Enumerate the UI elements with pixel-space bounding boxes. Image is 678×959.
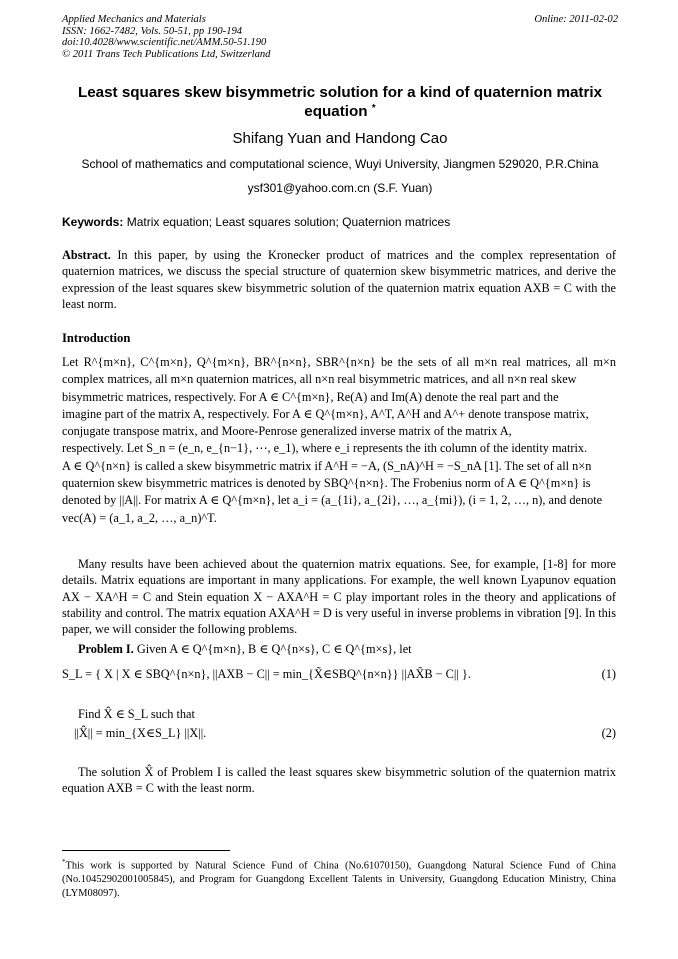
keywords bbox=[62, 215, 622, 229]
equation-2 bbox=[62, 726, 616, 741]
find-statement: Find X̂ ∈ S_L such that bbox=[78, 707, 195, 721]
equation-1 bbox=[62, 667, 616, 682]
intro-line: conjugate transpose matrix, and Moore-Penrose generalized inverse matrix of the matrix A, bbox=[62, 424, 512, 439]
intro-line: bisymmetric matrices, respectively. For A ∈ C^{m×n}, Re(A) and Im(A) denote the real part and the bbox=[62, 389, 559, 404]
paper-title-text: Least squares skew bisymmetric solution for a kind of quaternion matrix equation bbox=[77, 84, 603, 120]
footnote-mark: * bbox=[62, 858, 66, 866]
equation-1-number: (1) bbox=[601, 667, 616, 681]
keywords-text: Matrix equation; Least squares solution; Quaternion matrices bbox=[126, 215, 451, 229]
problem-statement bbox=[62, 641, 616, 657]
abstract-text: In this paper, by using the Kronecker product of matrices and the complex representation of quaternion matrices, we discuss the special structure of quaternion skew bisymmetric matrices, and derive the expression of the least squares skew bisymmetric solution of the quaternion matrix equation AXB = C with the least norm. bbox=[62, 248, 616, 311]
intro-line: imagine part of the matrix A, respectively. For A ∈ Q^{m×n}, A^T, A^H and A^+ denote transpose matrix, bbox=[62, 406, 589, 421]
footnote-text: This work is supported by Natural Science Fund of China (No.61070150), Guangdong Natural Science Fund of China (No.10452902001005845), and Program for Guangdong Excellent Talents in University, Guangdong Education Ministry, China (LYM08097). bbox=[62, 860, 616, 899]
intro-paragraph-1 bbox=[62, 354, 616, 527]
doi-line: doi:10.4028/www.scientific.net/AMM.50-51.190 bbox=[62, 37, 267, 49]
equation-2-body: ||X̂|| = min_{X∈S_L} ||X||. bbox=[74, 726, 207, 740]
intro-line: Let R^{m×n}, C^{m×n}, Q^{m×n}, BR^{n×n}, SBR^{n×n} be the sets of all m×n real matrices, all m×n complex matrices, all m×n quaternion matrices, all n×n real bisymmetric matrices, and all n×n real skew bbox=[62, 355, 616, 387]
authors: Shifang Yuan and Handong Cao bbox=[232, 130, 448, 147]
intro-line: A ∈ Q^{n×n} is called a skew bisymmetric matrix if A^H = −A, (S_nA)^H = −S_nA [1]. The set of all n×n bbox=[62, 458, 592, 473]
section-heading-introduction: Introduction bbox=[62, 331, 131, 345]
intro-line: respectively. Let S_n = (e_n, e_{n−1}, ⋯, e_1), where e_i represents the ith column of the identity matrix. bbox=[62, 441, 588, 456]
abstract bbox=[62, 247, 616, 312]
email: ysf301@yahoo.com.cn (S.F. Yuan) bbox=[247, 181, 433, 195]
journal-name: Applied Mechanics and Materials bbox=[62, 14, 206, 25]
paper-title bbox=[62, 83, 618, 121]
issn-line: ISSN: 1662-7482, Vols. 50-51, pp 190-194 bbox=[62, 25, 243, 37]
equation-2-number: (2) bbox=[601, 726, 616, 740]
intro-paragraph-3: The solution X̂ of Problem I is called the least squares skew bisymmetric solution of the quaternion matrix equation AXB = C with the least norm. bbox=[62, 765, 616, 796]
keywords-label: Keywords: bbox=[62, 215, 124, 229]
abstract-label: Abstract. bbox=[62, 248, 111, 262]
footnote-rule bbox=[62, 850, 230, 851]
online-date: Online: 2011-02-02 bbox=[534, 14, 618, 25]
equation-1-body: S_L = { X | X ∈ SBQ^{n×n}, ||AXB − C|| = min_{X̃∈SBQ^{n×n}} ||AX̃B − C|| }. bbox=[62, 667, 471, 681]
copyright-line: © 2011 Trans Tech Publications Ltd, Switzerland bbox=[62, 48, 271, 60]
intro-line: vec(A) = (a_1, a_2, …, a_n)^T. bbox=[62, 510, 217, 525]
intro-line: quaternion skew bisymmetric matrices is denoted by SBQ^{n×n}. The Frobenius norm of A ∈ Q^{m×n} is bbox=[62, 476, 591, 491]
title-footnote-mark: * bbox=[371, 103, 376, 114]
intro-paragraph-2: Many results have been achieved about the quaternion matrix equations. See, for example, [1-8] for more details. Matrix equations are important in many applications. For example, the well known Lyapunov equation AX − XA^H = C and Stein equation X − AXA^H = C play important roles in the theory and applications of stability and control. The matrix equation AXA^H = D is very useful in inverse problems in vibration [9]. In this paper, we will consider the following problems. bbox=[62, 557, 616, 637]
problem-label: Problem I. bbox=[78, 642, 134, 656]
footnote bbox=[62, 856, 616, 900]
intro-line: denoted by ||A||. For matrix A ∈ Q^{m×n}, let a_i = (a_{1i}, a_{2i}, …, a_{mi}), (i = 1, 2, …, n), and denote bbox=[62, 493, 603, 508]
problem-text: Given A ∈ Q^{m×n}, B ∈ Q^{n×s}, C ∈ Q^{m×s}, let bbox=[136, 642, 412, 656]
affiliation: School of mathematics and computational science, Wuyi University, Jiangmen 529020, P.R.China bbox=[81, 157, 599, 171]
journal-header bbox=[62, 14, 618, 60]
